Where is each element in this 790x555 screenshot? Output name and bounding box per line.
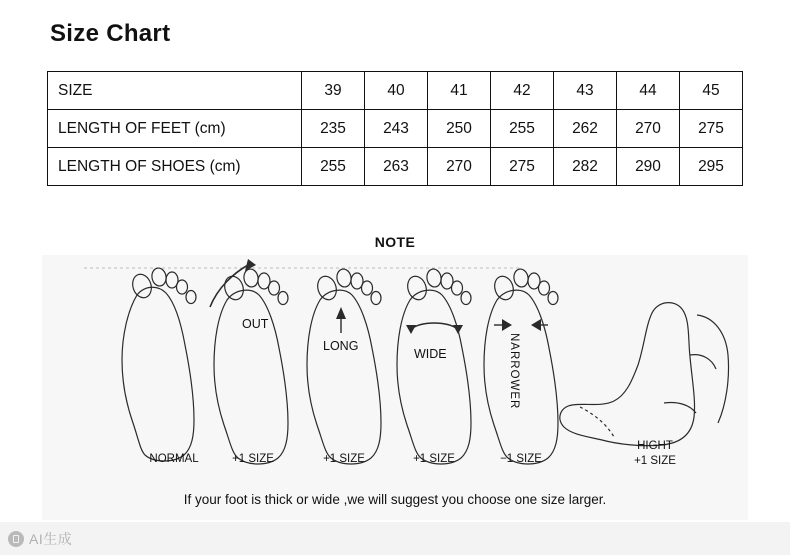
caption-narrower: −1 SIZE xyxy=(500,453,542,465)
foot-label-narrower: NARROWER xyxy=(508,333,520,410)
table-cell: 235 xyxy=(302,110,365,148)
table-cell: 243 xyxy=(365,110,428,148)
table-cell: 275 xyxy=(680,110,743,148)
table-row xyxy=(48,110,743,148)
table-cell: 255 xyxy=(491,110,554,148)
note-illustration-panel xyxy=(42,255,748,520)
table-cell: 262 xyxy=(554,110,617,148)
table-cell: 40 xyxy=(365,72,428,110)
size-chart-table xyxy=(47,71,743,186)
foot-label-out: OUT xyxy=(242,317,269,331)
table-cell: 282 xyxy=(554,148,617,186)
table-cell: 41 xyxy=(428,72,491,110)
table-cell: 290 xyxy=(617,148,680,186)
caption-normal: NORMAL xyxy=(149,453,199,465)
row-label: SIZE xyxy=(48,72,302,110)
row-label: LENGTH OF FEET (cm) xyxy=(48,110,302,148)
caption-hight: HIGHT xyxy=(637,440,673,452)
table-cell: 295 xyxy=(680,148,743,186)
table-cell: 42 xyxy=(491,72,554,110)
note-heading: NOTE xyxy=(374,234,416,250)
table-cell: 275 xyxy=(491,148,554,186)
caption-wide: +1 SIZE xyxy=(413,453,455,465)
table-cell: 255 xyxy=(302,148,365,186)
caption-long: +1 SIZE xyxy=(323,453,365,465)
table-cell: 263 xyxy=(365,148,428,186)
caption-out: +1 SIZE xyxy=(232,453,274,465)
watermark-bar xyxy=(0,522,790,555)
table-cell: 44 xyxy=(617,72,680,110)
note-footer-text: If your foot is thick or wide ,we will suggest you choose one size larger. xyxy=(183,492,607,507)
foot-label-long: LONG xyxy=(323,339,359,353)
watermark-label: AI生成 xyxy=(29,530,73,547)
table-row xyxy=(48,72,743,110)
page-title: Size Chart xyxy=(50,20,171,47)
table-row xyxy=(48,148,743,186)
table-cell: 250 xyxy=(428,110,491,148)
table-cell: 270 xyxy=(428,148,491,186)
table-cell: 39 xyxy=(302,72,365,110)
table-cell: 270 xyxy=(617,110,680,148)
watermark-icon xyxy=(8,531,24,547)
foot-label-wide: WIDE xyxy=(414,347,447,361)
row-label: LENGTH OF SHOES (cm) xyxy=(48,148,302,186)
caption-hight-size: +1 SIZE xyxy=(634,455,676,467)
feet-diagram-icon xyxy=(42,255,748,520)
table-cell: 43 xyxy=(554,72,617,110)
table-cell: 45 xyxy=(680,72,743,110)
